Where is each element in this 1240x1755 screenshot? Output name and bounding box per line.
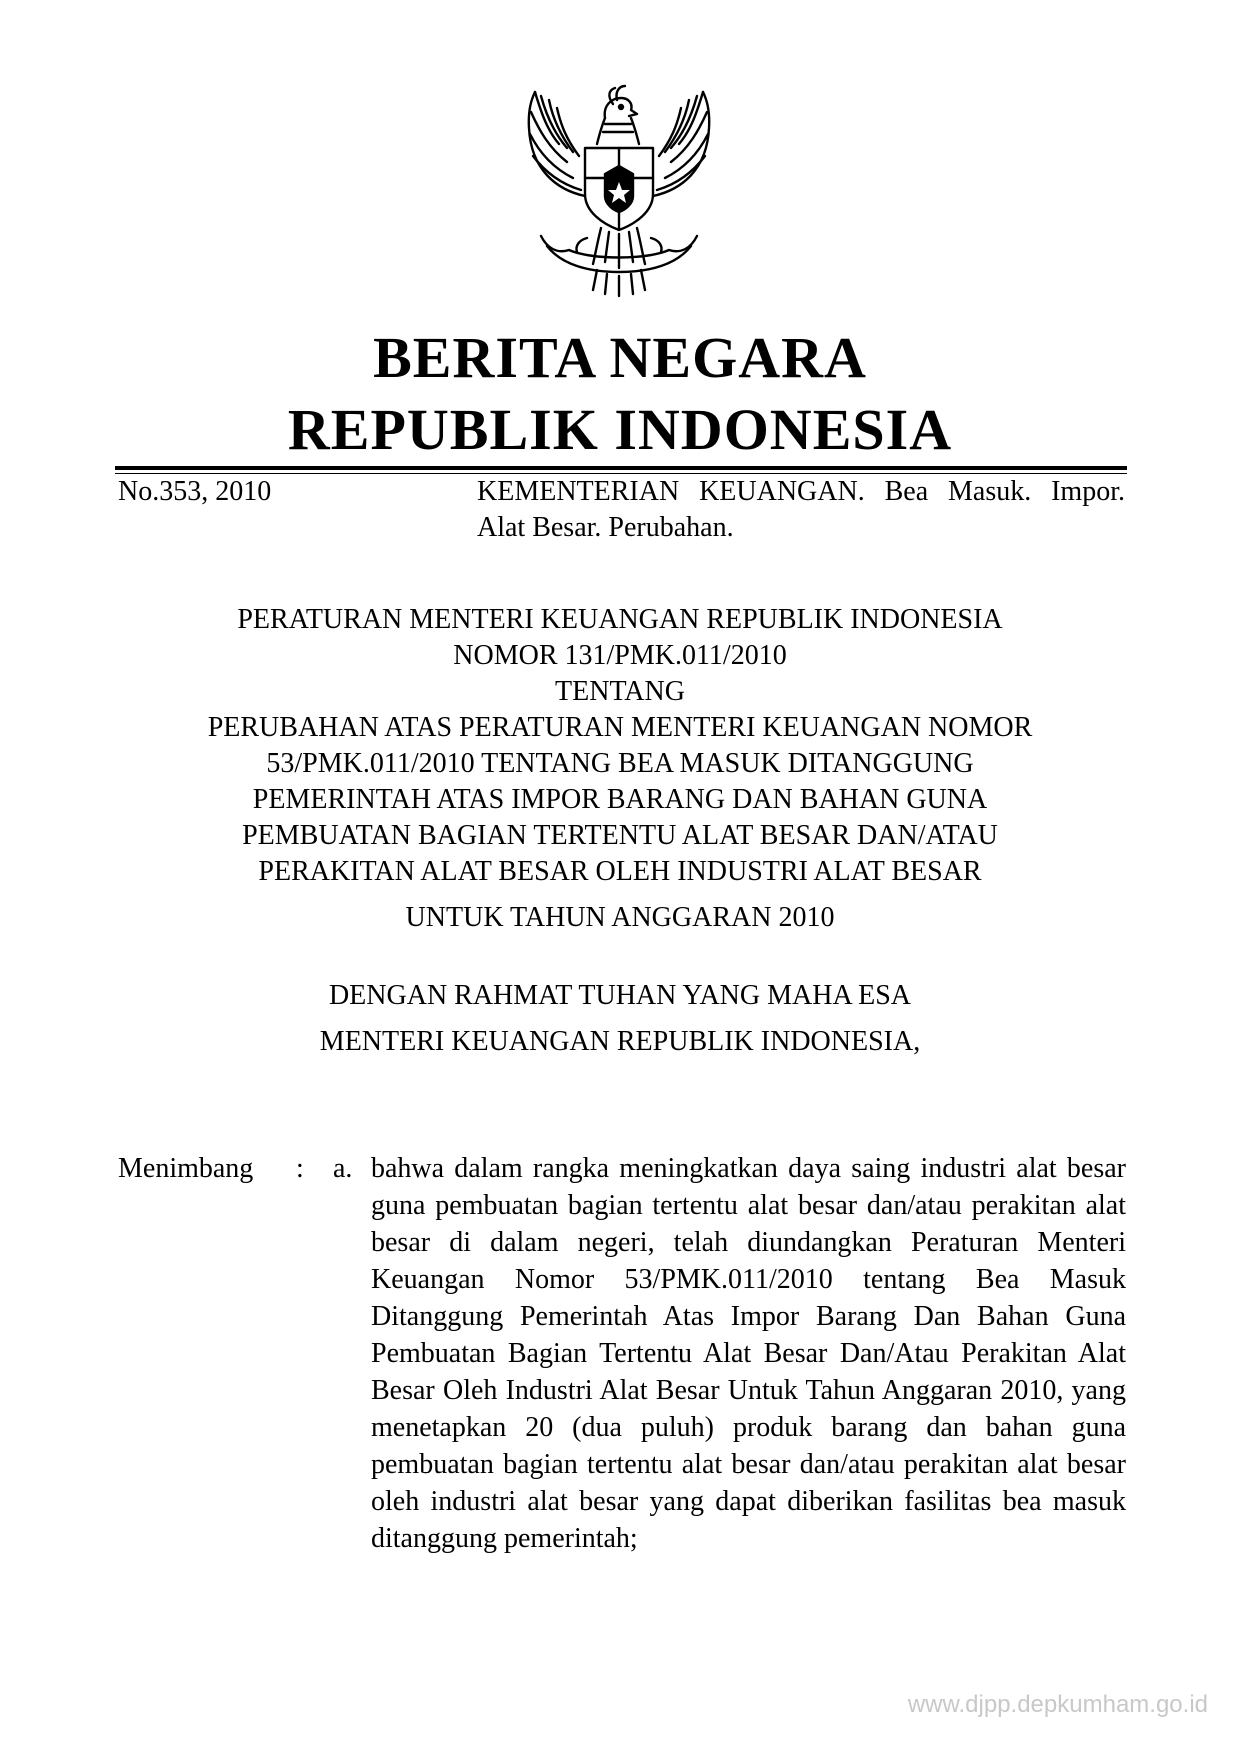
considering-colon: : [296, 1153, 304, 1184]
garuda-emblem-icon [517, 78, 721, 300]
preamble [150, 978, 1090, 1060]
considering-item-letter: a. [333, 1153, 353, 1184]
regulation-subject-line: PERAKITAN ALAT BESAR OLEH INDUSTRI ALAT BESAR [258, 856, 982, 887]
preamble-divine-grace: DENGAN RAHMAT TUHAN YANG MAHA ESA [328, 980, 912, 1011]
gazette-number: No.353, 2010 [118, 476, 272, 507]
source-watermark: www.djpp.depkumham.go.id [907, 1691, 1208, 1718]
regulation-subject-line: PEMERINTAH ATAS IMPOR BARANG DAN BAHAN GUNA [252, 784, 988, 815]
regulation-about: TENTANG [555, 676, 685, 707]
considering-label: Menimbang [118, 1153, 254, 1184]
regulation-number: NOMOR 131/PMK.011/2010 [453, 640, 787, 671]
regulation-subject-line: PEMBUATAN BAGIAN TERTENTU ALAT BESAR DAN/ATAU [242, 820, 998, 851]
considering-item-text: bahwa dalam rangka meningkatkan daya saing industri alat besar guna pembuatan bagian tertentu alat besar dan/atau perakitan alat besar di dalam negeri, telah diundangkan Peraturan Menteri Keuangan Nomor 53/PMK.011/2010 tentang Bea Masuk Ditanggung Pemerintah Atas Impor Barang Dan Bahan Guna Pembuatan Bagian Tertentu Alat Besar Dan/Atau Perakitan Alat Besar Oleh Industri Alat Besar Untuk Tahun Anggaran 2010, yang menetapkan 20 (dua puluh) produk barang dan bahan guna pembuatan bagian tertentu alat besar dan/atau perakitan alat besar oleh industri alat besar yang dapat diberikan fasilitas bea masuk ditanggung pemerintah; [371, 1153, 1126, 1554]
gazette-title-line2: REPUBLIK INDONESIA [287, 397, 953, 462]
gazette-subject: KEMENTERIAN KEUANGAN. Bea Masuk. Impor. Alat Besar. Perubahan. [477, 476, 1125, 543]
regulation-subject-line: UNTUK TAHUN ANGGARAN 2010 [405, 902, 835, 933]
regulation-heading-line: PERATURAN MENTERI KEUANGAN REPUBLIK INDONESIA [237, 604, 1003, 635]
garuda-pancasila-emblem [517, 78, 721, 300]
header-divider-thick [115, 466, 1127, 470]
regulation-subject-line: 53/PMK.011/2010 TENTANG BEA MASUK DITANGGUNG [266, 748, 974, 779]
regulation-heading [150, 602, 1090, 936]
regulation-subject-line: PERUBAHAN ATAS PERATURAN MENTERI KEUANGAN NOMOR [207, 712, 1033, 743]
gazette-title-line1: BERITA NEGARA [373, 325, 867, 390]
preamble-minister: MENTERI KEUANGAN REPUBLIK INDONESIA, [319, 1026, 921, 1057]
